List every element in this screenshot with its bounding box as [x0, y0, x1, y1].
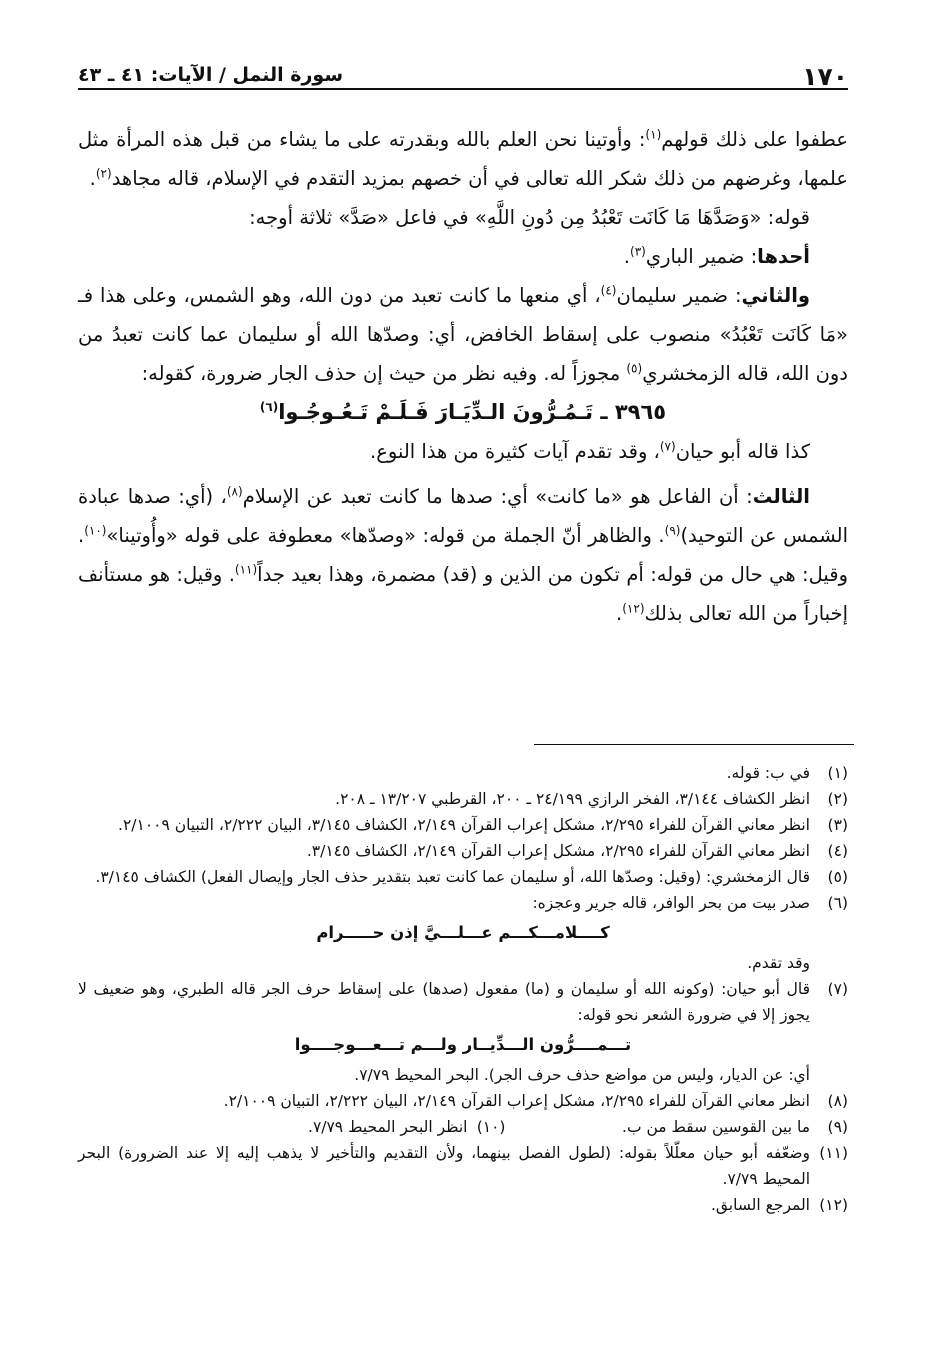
footnote-text: قال أبو حيان: (وكونه الله أو سليمان و (ما) مفعول (صدها) على إسقاط حرف الجر قاله الطبري، وهو ضعيف لا يجوز إلا في ضرورة الشعر نحو قوله:: [78, 980, 810, 1024]
footnote-text: في ب: قوله.: [726, 764, 810, 782]
footnote-ref[interactable]: (٥): [626, 361, 643, 376]
footnote-text: وضعّفه أبو حيان معلّلاً بقوله: (لطول الفصل بينهما، ولأن التقديم والتأخير لا يذهب إليه إلا عند الضرورة) البحر المحيط ٧/٧٩.: [78, 1144, 810, 1188]
text-run: كذا قاله أبو حيان: [675, 440, 810, 463]
footnote-12: [78, 1192, 848, 1218]
text-run: .: [623, 245, 630, 268]
paragraph-6: [78, 477, 848, 633]
footnote-4: [78, 838, 848, 864]
running-header: [78, 60, 848, 94]
footnote-number: (١٠): [476, 1118, 506, 1136]
text-run: ، (أي: صدها عبادة الشمس عن التوحيد): [78, 485, 848, 547]
footnote-number: (٧): [827, 980, 848, 998]
footnote-ref[interactable]: (٣): [630, 244, 646, 259]
footnote-row-9-10: [78, 1114, 848, 1140]
footnote-ref[interactable]: (٧): [659, 439, 676, 454]
footnotes: [78, 760, 848, 1218]
text-run: . وقيل: هو مستأنف إخباراً من الله تعالى بذلك: [78, 563, 848, 625]
footnote-verse: كــــلامـــكـــم عـــلـــيَّ إذن حـــــرام: [316, 923, 610, 942]
footnote-text: ما بين القوسين سقط من ب.: [622, 1118, 810, 1136]
footnote-separator: [534, 744, 854, 745]
footnote-ref[interactable]: (٨): [226, 484, 243, 499]
footnote-10: [308, 1114, 505, 1140]
header-rule: [78, 88, 848, 90]
point-label: الثالث: [752, 485, 810, 508]
paragraph-3: [78, 237, 848, 276]
footnote-ref[interactable]: (٩): [664, 523, 681, 538]
footnote-3: [78, 812, 848, 838]
footnote-number: (٥): [827, 868, 848, 886]
text-run: مجوزاً له. وفيه نظر من حيث إن حذف الجار ضرورة، كقوله:: [141, 362, 627, 385]
footnote-ref[interactable]: (٤): [600, 283, 617, 298]
paragraph-5: [78, 432, 848, 471]
footnote-text: انظر معاني القرآن للفراء ٢/٢٩٥، مشكل إعراب القرآن ٢/١٤٩، الكشاف ٣/١٤٥.: [306, 842, 810, 860]
footnote-6: [78, 890, 848, 916]
footnote-number: (٩): [827, 1118, 848, 1136]
footnote-5: [78, 864, 848, 890]
footnote-ref[interactable]: (١٢): [622, 601, 645, 616]
footnote-number: (٢): [827, 790, 848, 808]
point-label: أحدها: [757, 245, 810, 268]
footnote-ref[interactable]: (٦): [259, 400, 279, 414]
point-label: والثاني: [741, 284, 811, 307]
text-run: . والظاهر أنّ الجملة من قوله: «وصدّها» معطوفة على قوله «وأُوتينا»: [106, 524, 665, 547]
footnote-9: [622, 1114, 848, 1140]
running-title: سورة النمل / الآيات: ٤١ ـ ٤٣: [78, 64, 344, 86]
footnote-2: [78, 786, 848, 812]
footnote-text: انظر البحر المحيط ٧/٧٩.: [308, 1118, 468, 1136]
footnote-ref[interactable]: (١): [645, 127, 662, 142]
footnote-text: انظر معاني القرآن للفراء ٢/٢٩٥، مشكل إعراب القرآن ٢/١٤٩، البيان ٢/٢٢٢، التبيان ٢/١٠٠٩.: [223, 1092, 810, 1110]
footnote-number: (١١): [819, 1144, 848, 1162]
footnote-continuation: أي: عن الديار، وليس من مواضع حذف حرف الجر). البحر المحيط ٧/٧٩.: [354, 1066, 810, 1084]
footnote-number: (١٢): [819, 1196, 848, 1214]
footnote-number: (١): [827, 764, 848, 782]
text-run: ، أي منعها ما كانت تعبد من دون الله، وهو الشمس، وعلى هذا فـ «مَا كَانَت تَعْبُدُ» منصوب على إسقاط الخافض، أي: وصدّها الله أو سليمان عما كانت تعبدُ من دون الله، قاله الزمخشري: [78, 284, 848, 385]
verse-text: ٣٩٦٥ ـ تَـمُـرُّونَ الـدِّيَـارَ فَـلَـمْ تَـعُـوجُـوا: [278, 400, 667, 424]
footnote-continuation: وقد تقدم.: [747, 954, 810, 972]
text-run: : ضمير الباري: [645, 245, 758, 268]
footnote-verse: تـــمــــرُّون الـــدِّيــار ولـــم تـــعـــوجــــوا: [294, 1035, 632, 1054]
footnote-1: [78, 760, 848, 786]
footnote-ref[interactable]: (١١): [234, 562, 258, 577]
text-run: .: [616, 602, 623, 625]
footnote-11: [78, 1140, 848, 1192]
footnote-ref[interactable]: (٢): [95, 166, 112, 181]
footnote-7: [78, 976, 848, 1028]
footnote-text: المرجع السابق.: [710, 1196, 810, 1214]
paragraph-2: [78, 198, 848, 237]
footnote-number: (٤): [827, 842, 848, 860]
footnote-number: (٣): [827, 816, 848, 834]
footnote-number: (٨): [827, 1092, 848, 1110]
text-run: عطفوا على ذلك قولهم: [661, 128, 848, 151]
footnote-8: [78, 1088, 848, 1114]
footnote-text: انظر معاني القرآن للفراء ٢/٢٩٥، مشكل إعراب القرآن ٢/١٤٩، الكشاف ٣/١٤٥، البيان ٢/٢٢٢، التبيان ٢/١٠٠٩.: [118, 816, 810, 834]
footnote-number: (٦): [827, 894, 848, 912]
poetry-verse: [78, 393, 848, 432]
paragraph-1: [78, 120, 848, 198]
page-number: ١٧٠: [802, 62, 848, 91]
text-run: ، وقد تقدم آيات كثيرة من هذا النوع.: [370, 440, 660, 463]
paragraph-4: [78, 276, 848, 393]
text-run: قوله: «وَصَدَّهَا مَا كَانَت تَعْبُدُ مِن دُونِ اللَّهِ» في فاعل «صَدَّ» ثلاثة أوجه:: [249, 206, 810, 229]
footnote-ref[interactable]: (١٠): [84, 523, 107, 538]
footnote-text: صدر بيت من بحر الوافر، قاله جرير وعجزه:: [532, 894, 810, 912]
main-text: [78, 120, 848, 633]
text-run: . وقيل: هي حال من قوله: أم تكون من الذين و (قد) مضمرة، وهذا بعيد جداً: [78, 524, 848, 586]
text-run: : وأوتينا نحن العلم بالله وبقدرته على ما يشاء من قبل هذه المرأة مثل علمها، وغرضهم من ذلك شكر الله تعالى في أن خصهم بمزيد التقدم في الإسلام، قاله مجاهد: [78, 128, 848, 190]
footnote-text: انظر الكشاف ٣/١٤٤، الفخر الرازي ٢٤/١٩٩ ـ ٢٠٠، القرطبي ١٣/٢٠٧ ـ ٢٠٨.: [335, 790, 810, 808]
footnote-text: قال الزمخشري: (وقيل: وصدّها الله، أو سليمان عما كانت تعبد بتقدير حذف الجار وإيصال الفعل) الكشاف ٣/١٤٥.: [95, 868, 810, 886]
text-run: .: [89, 167, 96, 190]
text-run: : أن الفاعل هو «ما كانت» أي: صدها ما كانت تعبد عن الإسلام: [242, 485, 753, 508]
text-run: : ضمير سليمان: [616, 284, 742, 307]
